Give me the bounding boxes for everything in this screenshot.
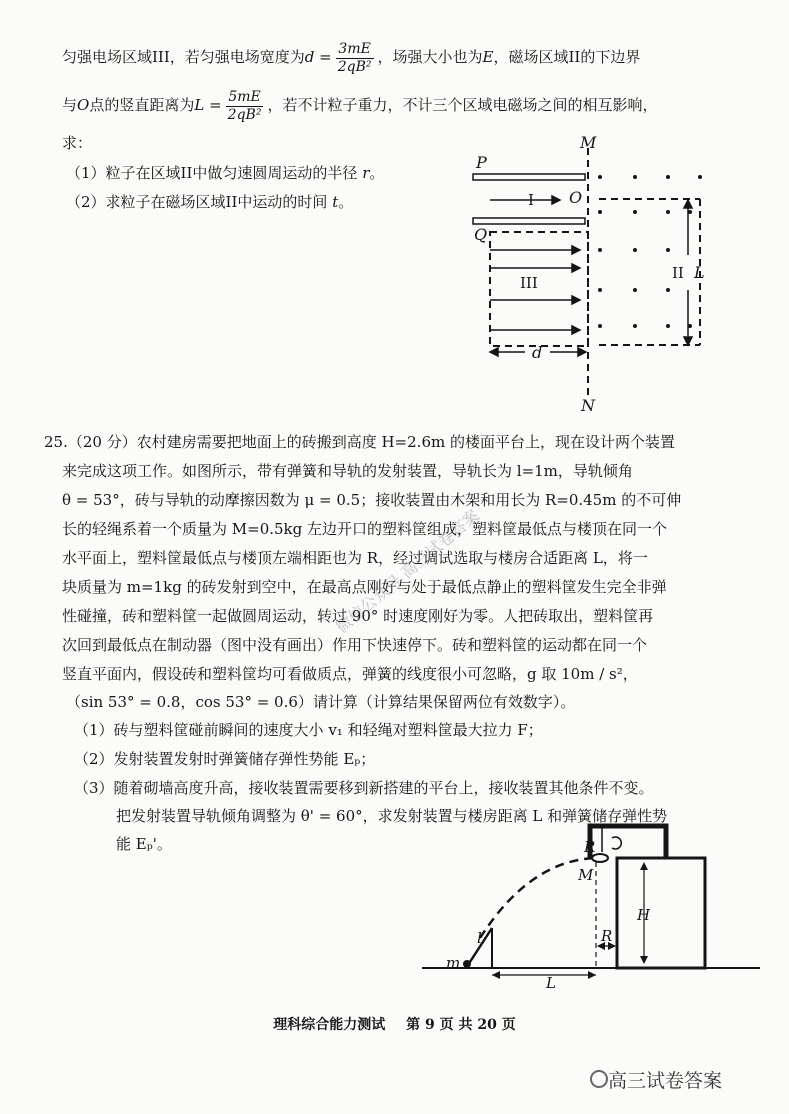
q25-line-2: 来完成这项工作。如图所示，带有弹簧和导轨的发射装置，导轨长为 l=1m，导轨倾角 xyxy=(62,462,633,480)
intro-line-1: 匀强电场区域III，若匀强电场宽度为d = $\frac{3mE}{\text{2qB²}}$ ，场强大小也为E，磁场区域II的下边界 xyxy=(62,40,641,75)
label-L2: L xyxy=(546,974,556,992)
footer xyxy=(0,1014,789,1034)
question-1: （1）粒子在区域II中做匀速圆周运动的半径 r。 xyxy=(66,164,385,182)
wechat-icon xyxy=(590,1070,608,1088)
label-H: H xyxy=(637,906,651,924)
q25-sub-3-cont: 把发射装置导轨倾角调整为 θ' = 60°，求发射装置与楼房距离 L 和弹簧储存弹性势 xyxy=(116,807,668,825)
q25-line-3: θ = 53°，砖与导轨的动摩擦因数为 μ = 0.5；接收装置由木架和用长为 R=0.45m 的不可伸 xyxy=(62,491,682,509)
q25-line-8: 次回到最低点在制动器（图中没有画出）作用下快速停下。砖和塑料筐的运动都在同一个 xyxy=(62,636,648,654)
building xyxy=(617,858,705,968)
d-fraction: $\frac{3mE}{\text{2qB²}}$ xyxy=(337,40,372,75)
label-d: d xyxy=(532,343,543,362)
label-N: N xyxy=(581,396,595,415)
d-label: d = xyxy=(304,48,332,66)
q25-line-10: （sin 53° = 0.8，cos 53° = 0.6）请计算（计算结果保留两位有效数字）。 xyxy=(66,693,576,711)
label-L: L xyxy=(694,263,705,282)
label-region-I: I xyxy=(528,191,534,209)
q25-sub-2: （2）发射装置发射时弹簧储存弹性势能 Eₚ； xyxy=(74,750,376,768)
label-M2: M xyxy=(578,866,594,884)
intro-line-2: 与O点的竖直距离为L = $\frac{5mE}{\text{2qB²}}$ ，若不计粒子重力，不计三个区域电磁场之间的相互影响， xyxy=(62,88,658,123)
L-fraction: $\frac{5mE}{\text{2qB²}}$ xyxy=(227,88,262,123)
footer-page: 第 9 页 共 20 页 xyxy=(406,1017,516,1033)
label-M: M xyxy=(580,133,597,152)
question-2: （2）求粒子在磁场区域II中运动的时间 t。 xyxy=(66,193,354,211)
q25-line-5: 水平面上，塑料筐最低点与楼顶左端相距也为 R，经过调试选取与楼房合适距离 L，将一 xyxy=(62,549,648,567)
intro-text: 匀强电场区域III，若匀强电场宽度为 xyxy=(62,48,305,66)
q25-sub-1: （1）砖与塑料筐碰前瞬间的速度大小 v₁ 和轻绳对塑料筐最大拉力 F； xyxy=(74,721,543,739)
label-Q: Q xyxy=(474,225,488,244)
label-P: P xyxy=(476,153,487,172)
q25-line-7: 性碰撞，砖和塑料筐一起做圆周运动，转过 90° 时速度刚好为零。人把砖取出，塑料筐再 xyxy=(62,607,654,625)
brick xyxy=(463,960,471,968)
label-l: l xyxy=(477,929,482,947)
q25-line-4: 长的轻绳系着一个质量为 M=0.5kg 左边开口的塑料筐组成，塑料筐最低点与楼顶在同一个 xyxy=(62,520,668,538)
q25-line-1: 25.（20 分）农村建房需要把地面上的砖搬到高度 H=2.6m 的楼面平台上，现在设计两个装置 xyxy=(44,433,675,451)
q25-line-6: 块质量为 m=1kg 的砖发射到空中，在最高点刚好与处于最低点静止的塑料筐发生完全非弹 xyxy=(62,578,667,596)
q25-line-9: 竖直平面内，假设砖和塑料筐均可看做质点，弹簧的线度很小可忽略，g 取 10m / s²， xyxy=(62,665,638,683)
watermark: 高三试卷答案 xyxy=(608,1070,723,1092)
label-region-II: II xyxy=(672,264,684,282)
label-region-III: III xyxy=(520,274,538,292)
stamp-watermark: 微信公众号 高三试卷答案 xyxy=(331,505,483,637)
footer-subject: 理科综合能力测试 xyxy=(273,1017,386,1033)
L-label: L = xyxy=(194,96,222,114)
label-O: O xyxy=(569,188,583,207)
intro-line-3: 求： xyxy=(62,134,93,152)
q25-sub-3-end: 能 Eₚ'。 xyxy=(116,835,172,853)
label-m: m xyxy=(446,954,461,972)
q25-sub-3: （3）随着砌墙高度升高，接收装置需要移到新搭建的平台上，接收装置其他条件不变。 xyxy=(74,779,654,797)
label-R-side: R xyxy=(601,927,613,945)
label-R-top: R xyxy=(584,838,596,856)
